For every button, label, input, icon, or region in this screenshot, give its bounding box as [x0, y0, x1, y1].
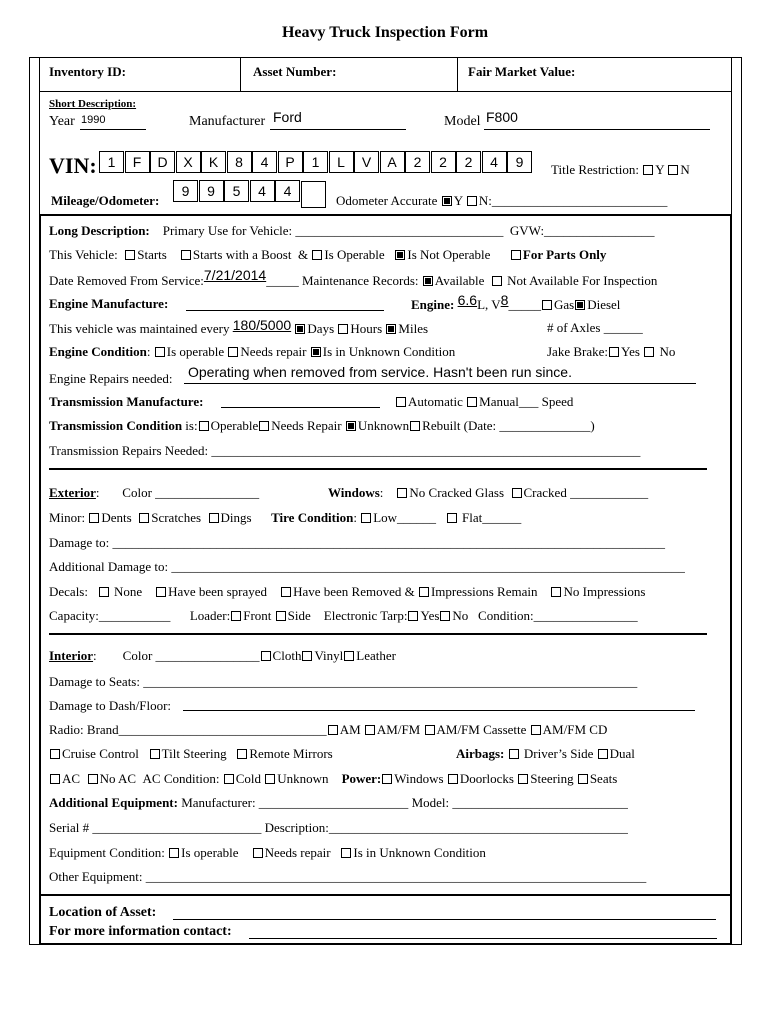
mirrors-checkbox[interactable] [237, 749, 247, 759]
tire-condition-label: Tire Condition [271, 510, 354, 525]
side-label: Side [287, 608, 311, 623]
odometer-accurate-n-checkbox[interactable] [467, 196, 477, 206]
power-steering-checkbox[interactable] [518, 774, 528, 784]
eq-repair-checkbox[interactable] [253, 848, 263, 858]
title-restriction-label: Title Restriction: [551, 162, 639, 177]
leather-checkbox[interactable] [344, 651, 354, 661]
amfm-checkbox[interactable] [365, 725, 375, 735]
additional-equipment-row [49, 795, 628, 811]
maintenance-records-label: _____ Maintenance Records: [266, 273, 419, 288]
divider [49, 633, 707, 635]
yes-label: Yes [420, 608, 440, 623]
scratches-label: Scratches [151, 510, 202, 525]
year-label: Year [49, 114, 75, 129]
cracked-label: Cracked ____________ [523, 485, 649, 500]
tc-operable-checkbox[interactable] [199, 421, 209, 431]
date-removed-label: Date Removed From Service: [49, 273, 204, 288]
engine-row: Engine: 6.6L, V8_____ Gas Diesel [411, 292, 621, 312]
tc-operable-label: Operable [210, 418, 259, 433]
dual-label: Dual [609, 746, 635, 761]
flat-checkbox[interactable] [447, 513, 457, 523]
drivers-side-label: Driver’s Side [523, 746, 594, 761]
vin-char-box[interactable]: 9 [507, 151, 532, 173]
no-cracked-label: No Cracked Glass [409, 485, 505, 500]
tc-rebuilt-label: Rebuilt (Date: ______________) [422, 418, 595, 433]
vin-char-box[interactable]: 4 [482, 151, 507, 173]
power-windows-checkbox[interactable] [382, 774, 392, 784]
n-label: N:___________________________ [478, 193, 668, 208]
is-not-operable-label: Is Not Operable [407, 247, 491, 262]
tarp-label: Electronic Tarp: [323, 608, 408, 623]
engine-label: Engine: [411, 297, 455, 312]
decals-row [49, 584, 645, 600]
automatic-checkbox[interactable] [396, 397, 406, 407]
exterior-row1: Exterior: Color ________________ [49, 485, 260, 500]
removed-label: Have been Removed & [293, 584, 415, 599]
starts-boost-label: Starts with a Boost [192, 247, 292, 262]
tarp-no-checkbox[interactable] [440, 611, 450, 621]
contact-label: For more information contact: [49, 924, 232, 939]
ec-unknown-label: Is in Unknown Condition [322, 344, 456, 359]
for-parts-checkbox[interactable] [511, 250, 521, 260]
mileage-label: Mileage/Odometer: [51, 193, 160, 208]
amfm-cd-checkbox[interactable] [531, 725, 541, 735]
impressions-label: Impressions Remain [430, 584, 538, 599]
odometer-accurate-y-checkbox[interactable] [442, 196, 452, 206]
equipment-condition-label: Equipment Condition: [49, 845, 165, 860]
ac-unknown-checkbox[interactable] [265, 774, 275, 784]
ampersand: & [297, 247, 309, 262]
miles-checkbox[interactable] [386, 324, 396, 334]
vin-char-box[interactable]: D [150, 151, 175, 173]
airbags-label: Airbags: [456, 746, 505, 761]
y-label: Y [655, 162, 665, 177]
eq-operable-label: Is operable [181, 845, 239, 860]
vin-char-box[interactable]: 2 [456, 151, 481, 173]
other-equipment-field[interactable]: Other Equipment: _____________________________________________________________________________ [49, 869, 647, 884]
radio-brand-field[interactable]: Radio: Brand________________________________ [49, 722, 327, 737]
gas-checkbox[interactable] [542, 300, 552, 310]
title-restriction [551, 162, 690, 178]
mileage-digit-box[interactable]: 9 [173, 180, 198, 202]
no-ac-label: No AC [99, 771, 137, 786]
vin-char-box[interactable]: 4 [252, 151, 277, 173]
mirrors-label: Remote Mirrors [249, 746, 333, 761]
serial-description-field[interactable]: Serial # __________________________ Description:______________________________________________ [49, 820, 628, 835]
equip-model-field[interactable]: Model: ___________________________ [411, 795, 628, 810]
additional-damage-field[interactable]: Additional Damage to: _______________________________________________________________________________ [49, 559, 685, 574]
cruise-label: Cruise Control [62, 746, 139, 761]
interior-color-field[interactable]: Color ________________ [122, 648, 260, 663]
dual-checkbox[interactable] [598, 749, 608, 759]
is-operable-label: Is Operable [324, 247, 385, 262]
power-steering-label: Steering [530, 771, 574, 786]
dings-label: Dings [220, 510, 252, 525]
axles-field[interactable]: # of Axles ______ [547, 320, 643, 335]
mileage-digit-box[interactable]: 9 [199, 180, 224, 202]
for-parts-label: For Parts Only [522, 247, 607, 262]
decals-label: Decals: [49, 584, 88, 599]
not-available-checkbox[interactable] [492, 276, 502, 286]
tc-unknown-label: Unknown [357, 418, 410, 433]
equip-manufacturer-field[interactable]: Manufacturer: _______________________ [181, 795, 409, 810]
trans-repairs-field[interactable]: Transmission Repairs Needed: __________________________________________________________________ [49, 443, 641, 458]
dents-checkbox[interactable] [89, 513, 99, 523]
loader-front-checkbox[interactable] [231, 611, 241, 621]
tilt-label: Tilt Steering [161, 746, 227, 761]
date-removed-row [49, 267, 658, 289]
trans-condition-is: is: [185, 418, 198, 433]
diesel-checkbox[interactable] [575, 300, 585, 310]
mileage-digit-box[interactable]: 4 [275, 180, 300, 202]
manufacturer-value[interactable]: Ford [273, 109, 302, 125]
odometer-accurate [336, 193, 667, 209]
vinyl-checkbox[interactable] [302, 651, 312, 661]
trans-condition-row [49, 418, 595, 434]
impressions-checkbox[interactable] [419, 587, 429, 597]
damage-seats-field[interactable]: Damage to Seats: ____________________________________________________________________________ [49, 674, 638, 689]
this-vehicle-label: This Vehicle: [49, 247, 118, 262]
amfm-cassette-checkbox[interactable] [425, 725, 435, 735]
ac-label: AC [62, 771, 81, 786]
power-seats-label: Seats [589, 771, 618, 786]
jake-brake-row [547, 344, 675, 360]
doorlocks-label: Doorlocks [459, 771, 514, 786]
windows-row: Windows: No Cracked Glass Cracked ____________ [328, 485, 649, 500]
vin-char-box[interactable]: A [380, 151, 405, 173]
vin-char-box[interactable]: V [354, 151, 379, 173]
maintained-label: This vehicle was maintained every [49, 321, 230, 336]
yes-label: Yes [621, 344, 640, 359]
no-ac-checkbox[interactable] [88, 774, 98, 784]
primary-use-field[interactable]: Primary Use for Vehicle: ________________________________ [162, 223, 504, 238]
low-field[interactable]: Low______ [373, 510, 437, 525]
available-label: Available [434, 273, 485, 288]
maintained-value[interactable]: 180/5000 [232, 317, 292, 333]
manual-label: Manual___ Speed [479, 394, 574, 409]
none-label: None [113, 584, 143, 599]
damage-dash-field[interactable] [183, 710, 695, 711]
diesel-label: Diesel [587, 297, 621, 312]
amfm-cd-label: AM/FM CD [542, 722, 608, 737]
ac-checkbox[interactable] [50, 774, 60, 784]
power-label: Power: [341, 771, 382, 786]
asset-number-label: Asset Number: [253, 64, 337, 79]
eq-repair-label: Needs repair [264, 845, 331, 860]
am-label: AM [339, 722, 361, 737]
flat-field[interactable]: Flat______ [462, 510, 522, 525]
long-description-label: Long Description: [49, 223, 150, 238]
engine-repairs-label: Engine Repairs needed: [49, 371, 173, 386]
gvw-field[interactable]: GVW:_________________ [509, 223, 655, 238]
vin-char-box[interactable]: 2 [431, 151, 456, 173]
engine-manufacture-label: Engine Manufacture: [49, 296, 169, 311]
vin-char-box[interactable]: P [278, 151, 303, 173]
vin-char-box[interactable]: 1 [303, 151, 328, 173]
vin-char-box[interactable]: 1 [99, 151, 124, 173]
power-windows-label: Windows [394, 771, 444, 786]
additional-equipment-label: Additional Equipment: [49, 795, 178, 810]
dings-checkbox[interactable] [209, 513, 219, 523]
vin-char-box[interactable]: K [201, 151, 226, 173]
date-removed-value[interactable]: 7/21/2014 [203, 267, 267, 283]
equipment-condition-row [49, 845, 486, 861]
days-checkbox[interactable] [295, 324, 305, 334]
amfm-cassette-label: AM/FM Cassette [436, 722, 527, 737]
dents-label: Dents [101, 510, 132, 525]
inventory-id-label: Inventory ID: [49, 64, 126, 79]
cloth-checkbox[interactable] [261, 651, 271, 661]
jake-brake-label: Jake Brake: [547, 344, 609, 359]
ec-operable-checkbox[interactable] [155, 347, 165, 357]
title-restriction-n-checkbox[interactable] [668, 165, 678, 175]
eq-unknown-checkbox[interactable] [341, 848, 351, 858]
tilt-checkbox[interactable] [150, 749, 160, 759]
model-value[interactable]: F800 [486, 109, 518, 125]
tc-rebuilt-checkbox[interactable] [410, 421, 420, 431]
cloth-label: Cloth [272, 648, 302, 663]
no-cracked-checkbox[interactable] [397, 488, 407, 498]
features-row [49, 746, 333, 762]
interior-label: Interior [49, 648, 94, 663]
short-description-label: Short Description: [49, 98, 137, 110]
mileage-digit-box[interactable]: 5 [224, 180, 249, 202]
no-label: No [452, 608, 469, 623]
capacity-field[interactable]: Capacity:___________ [49, 608, 171, 623]
hours-checkbox[interactable] [338, 324, 348, 334]
ac-row [49, 771, 617, 787]
automatic-label: Automatic [408, 394, 463, 409]
tc-unknown-checkbox[interactable] [346, 421, 356, 431]
jake-yes-checkbox[interactable] [609, 347, 619, 357]
year-value[interactable]: 1990 [81, 114, 106, 126]
ec-operable-label: Is operable [166, 344, 225, 359]
loader-label: Loader: [189, 608, 231, 623]
engine-liters-value[interactable]: 6.6 [457, 292, 478, 308]
gas-label: Gas [553, 297, 575, 312]
tarp-yes-checkbox[interactable] [408, 611, 418, 621]
not-available-label: Not Available For Inspection [507, 273, 658, 288]
contact-field[interactable] [249, 938, 717, 939]
exterior-label: Exterior [49, 485, 96, 500]
location-field[interactable] [173, 919, 716, 920]
no-impressions-checkbox[interactable] [551, 587, 561, 597]
hours-label: Hours [350, 321, 383, 336]
vin-char-box[interactable]: F [125, 151, 150, 173]
vin-char-box[interactable]: 8 [227, 151, 252, 173]
sprayed-checkbox[interactable] [156, 587, 166, 597]
vin-char-box[interactable]: L [329, 151, 354, 173]
trans-manufacture-label: Transmission Manufacture: [49, 394, 204, 409]
location-label: Location of Asset: [49, 905, 157, 920]
scratches-checkbox[interactable] [139, 513, 149, 523]
vin-char-box[interactable]: X [176, 151, 201, 173]
no-label: No [659, 344, 676, 359]
amfm-label: AM/FM [376, 722, 421, 737]
damage-dash-label: Damage to Dash/Floor: [49, 698, 172, 713]
maintained-row [49, 317, 429, 337]
odometer-accurate-label: Odometer Accurate [336, 193, 438, 208]
vin-char-box[interactable]: 2 [405, 151, 430, 173]
leather-label: Leather [356, 648, 396, 663]
cold-checkbox[interactable] [224, 774, 234, 784]
trans-condition-label: Transmission Condition [49, 418, 183, 433]
is-not-operable-checkbox[interactable] [395, 250, 405, 260]
engine-v-value[interactable]: 8 [500, 292, 509, 308]
cold-label: Cold [235, 771, 262, 786]
manual-checkbox[interactable] [467, 397, 477, 407]
y-label: Y [453, 193, 463, 208]
engine-repairs-value[interactable]: Operating when removed from service. Hasn't been run since. [188, 364, 572, 380]
no-impressions-label: No Impressions [563, 584, 646, 599]
airbags-row [456, 746, 635, 762]
ec-unknown-checkbox[interactable] [311, 347, 321, 357]
miles-label: Miles [398, 321, 429, 336]
removed-checkbox[interactable] [281, 587, 291, 597]
decals-none-checkbox[interactable] [99, 587, 109, 597]
long-desc-row1 [49, 223, 655, 239]
damage-to-field[interactable]: Damage to: _____________________________________________________________________________________ [49, 535, 666, 550]
tc-repair-label: Needs Repair [271, 418, 342, 433]
this-vehicle-row [49, 247, 606, 263]
vin-label: VIN: [49, 153, 97, 178]
am-checkbox[interactable] [328, 725, 338, 735]
low-checkbox[interactable] [361, 513, 371, 523]
divider [39, 894, 732, 896]
form-title: Heavy Truck Inspection Form [281, 24, 489, 41]
starts-label: Starts [137, 247, 167, 262]
available-checkbox[interactable] [423, 276, 433, 286]
power-seats-checkbox[interactable] [578, 774, 588, 784]
manufacturer-label: Manufacturer [189, 114, 266, 129]
days-label: Days [307, 321, 335, 336]
minor-label: Minor: [49, 510, 86, 525]
ec-repair-checkbox[interactable] [228, 347, 238, 357]
starts-checkbox[interactable] [125, 250, 135, 260]
trans-type-row [395, 394, 573, 410]
interior-row1: Interior: Color ________________ Cloth Vinyl Leather [49, 648, 396, 663]
vinyl-label: Vinyl [314, 648, 344, 663]
divider [49, 468, 707, 470]
loader-side-checkbox[interactable] [276, 611, 286, 621]
n-label: N [680, 162, 690, 177]
ac-condition-label: AC Condition: [142, 771, 220, 786]
engine-condition-row: Engine Condition: Is operable Needs repair Is in Unknown Condition [49, 344, 456, 359]
doorlocks-checkbox[interactable] [448, 774, 458, 784]
mileage-digit-box[interactable] [301, 181, 326, 208]
condition-field[interactable]: Condition:________________ [478, 608, 638, 623]
capacity-row [49, 608, 638, 624]
drivers-side-checkbox[interactable] [509, 749, 519, 759]
model-label: Model [444, 114, 481, 129]
starts-boost-checkbox[interactable] [181, 250, 191, 260]
eq-operable-checkbox[interactable] [169, 848, 179, 858]
mileage-digit-box[interactable]: 4 [250, 180, 275, 202]
exterior-color-field[interactable]: Color ________________ [122, 485, 260, 500]
title-restriction-y-checkbox[interactable] [643, 165, 653, 175]
engine-condition-label: Engine Condition [49, 344, 147, 359]
cracked-checkbox[interactable] [512, 488, 522, 498]
ec-repair-label: Needs repair [240, 344, 307, 359]
ac-unknown-label: Unknown [277, 771, 329, 786]
jake-no-checkbox[interactable] [644, 347, 654, 357]
minor-row: Minor: Dents Scratches Dings Tire Condition: Low______ Flat______ [49, 510, 522, 525]
windows-label: Windows [328, 485, 380, 500]
is-operable-checkbox[interactable] [312, 250, 322, 260]
tc-repair-checkbox[interactable] [259, 421, 269, 431]
radio-row [49, 722, 607, 738]
fair-market-value-label: Fair Market Value: [468, 64, 576, 79]
l-v-label: L, V [477, 297, 501, 312]
sprayed-label: Have been sprayed [168, 584, 268, 599]
front-label: Front [243, 608, 272, 623]
eq-unknown-label: Is in Unknown Condition [353, 845, 486, 860]
cruise-checkbox[interactable] [50, 749, 60, 759]
